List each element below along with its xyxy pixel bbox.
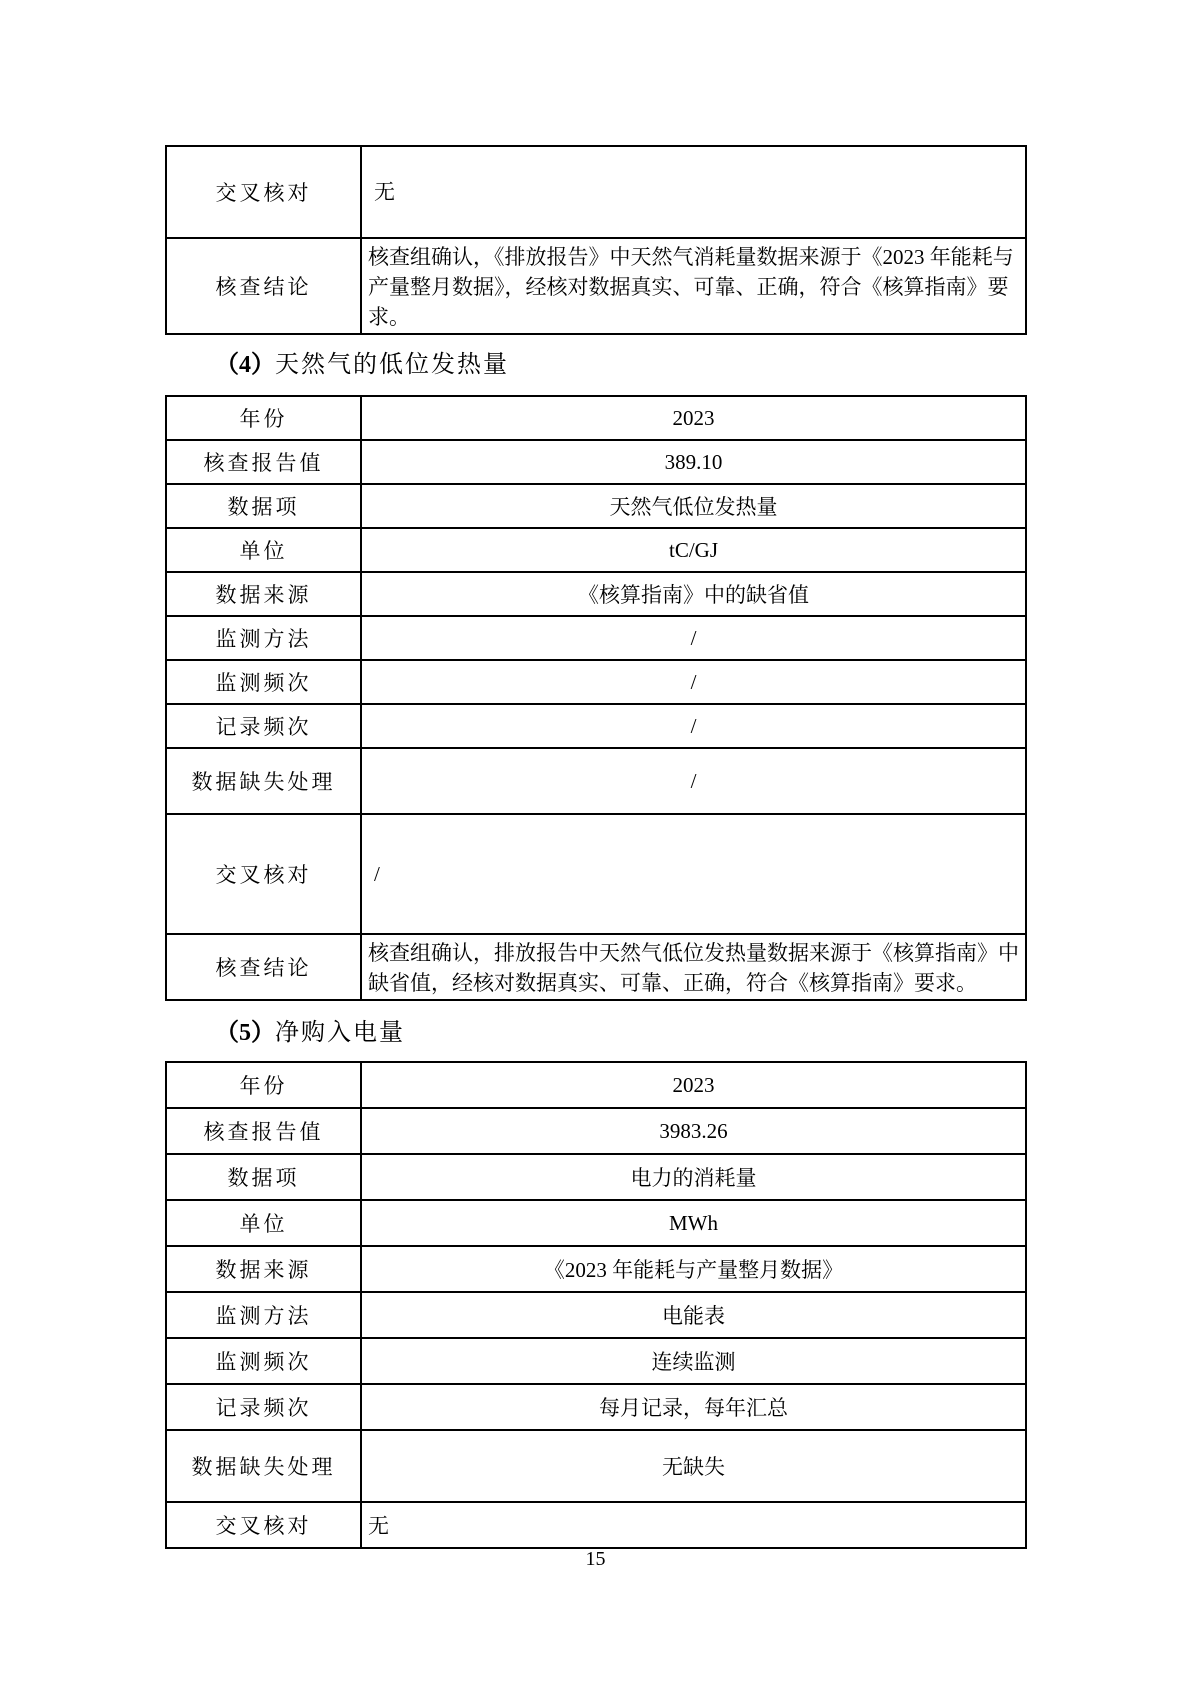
net-purchased-electricity-table [165, 1061, 1027, 1549]
section-title: 净购入电量 [275, 1020, 405, 1046]
table-row [166, 146, 1026, 238]
row-value: 核查组确认，《排放报告》中天然气消耗量数据来源于《2023 年能耗与产量整月数据》，经核对数据真实、可靠、正确，符合《核算指南》要求。 [361, 238, 1026, 334]
row-value: / [361, 814, 1026, 934]
table-row [166, 814, 1026, 934]
row-value: / [361, 704, 1026, 748]
table-row [166, 704, 1026, 748]
row-value: 每月记录，每年汇总 [361, 1384, 1026, 1430]
row-value: 无缺失 [361, 1430, 1026, 1502]
row-label: 监测频次 [166, 660, 361, 704]
section-heading-5 [215, 1017, 1027, 1049]
row-label: 数据缺失处理 [166, 748, 361, 814]
row-value: 2023 [361, 396, 1026, 440]
row-value: 连续监测 [361, 1338, 1026, 1384]
row-value: 2023 [361, 1062, 1026, 1108]
table-row [166, 1502, 1026, 1548]
table-row [166, 1292, 1026, 1338]
table-row [166, 1154, 1026, 1200]
table-row [166, 748, 1026, 814]
table-row [166, 396, 1026, 440]
table-row [166, 572, 1026, 616]
row-value: 核查组确认，排放报告中天然气低位发热量数据来源于《核算指南》中缺省值，经核对数据真实、可靠、正确，符合《核算指南》要求。 [361, 934, 1026, 1000]
row-value: 《2023 年能耗与产量整月数据》 [361, 1246, 1026, 1292]
row-label: 核查报告值 [166, 440, 361, 484]
table-row [166, 1246, 1026, 1292]
row-label: 数据缺失处理 [166, 1430, 361, 1502]
row-value: 电力的消耗量 [361, 1154, 1026, 1200]
row-label: 核查结论 [166, 934, 361, 1000]
row-label: 监测方法 [166, 1292, 361, 1338]
row-label: 数据项 [166, 484, 361, 528]
row-label: 记录频次 [166, 1384, 361, 1430]
row-label: 数据来源 [166, 572, 361, 616]
row-value: 电能表 [361, 1292, 1026, 1338]
row-label: 监测频次 [166, 1338, 361, 1384]
table-row [166, 484, 1026, 528]
table-row [166, 528, 1026, 572]
row-label: 交叉核对 [166, 1502, 361, 1548]
row-value: 《核算指南》中的缺省值 [361, 572, 1026, 616]
row-label: 数据来源 [166, 1246, 361, 1292]
table-row [166, 1062, 1026, 1108]
row-value: / [361, 660, 1026, 704]
row-label: 监测方法 [166, 616, 361, 660]
table-row [166, 660, 1026, 704]
row-value: 无 [361, 1502, 1026, 1548]
row-label: 年份 [166, 396, 361, 440]
section-title: 天然气的低位发热量 [275, 352, 509, 378]
table-row [166, 1108, 1026, 1154]
table-row [166, 616, 1026, 660]
row-label: 记录频次 [166, 704, 361, 748]
row-label: 年份 [166, 1062, 361, 1108]
row-label: 交叉核对 [166, 814, 361, 934]
table-row [166, 1384, 1026, 1430]
row-value: / [361, 748, 1026, 814]
table-row [166, 1200, 1026, 1246]
row-value: MWh [361, 1200, 1026, 1246]
table-row [166, 1430, 1026, 1502]
row-value: 天然气低位发热量 [361, 484, 1026, 528]
row-value: 无 [361, 146, 1026, 238]
section-number: （4） [215, 352, 275, 378]
row-value: 389.10 [361, 440, 1026, 484]
table-row [166, 934, 1026, 1000]
row-label: 核查报告值 [166, 1108, 361, 1154]
row-label: 交叉核对 [166, 146, 361, 238]
cross-check-conclusion-table [165, 145, 1027, 335]
row-label: 单位 [166, 528, 361, 572]
section-number: （5） [215, 1020, 275, 1046]
row-value: / [361, 616, 1026, 660]
section-heading-4 [215, 349, 1027, 381]
row-label: 核查结论 [166, 238, 361, 334]
table-row [166, 440, 1026, 484]
table-row [166, 238, 1026, 334]
row-value: 3983.26 [361, 1108, 1026, 1154]
row-value: tC/GJ [361, 528, 1026, 572]
row-label: 单位 [166, 1200, 361, 1246]
page-number: 15 [585, 1548, 606, 1570]
table-row [166, 1338, 1026, 1384]
row-label: 数据项 [166, 1154, 361, 1200]
page-content [165, 145, 1027, 1549]
natural-gas-heating-value-table [165, 395, 1027, 1001]
